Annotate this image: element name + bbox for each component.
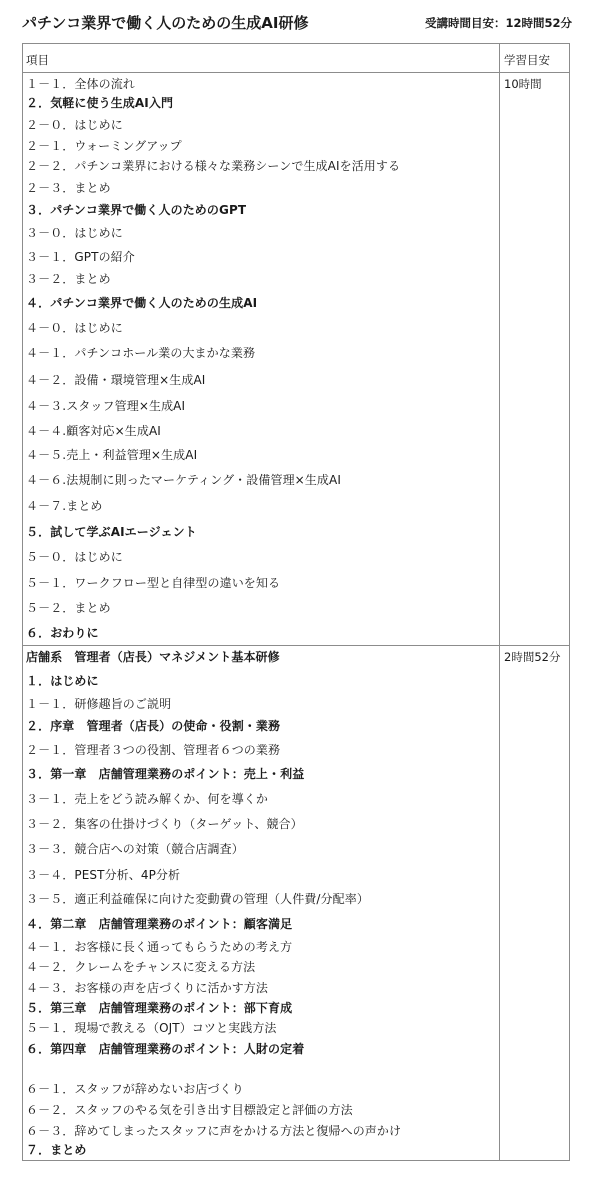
curriculum-item: ３－２．集客の仕掛けづくり（ターゲット、競合） xyxy=(26,817,303,831)
curriculum-item: ６－１．スタッフが辞めないお店づくり xyxy=(26,1082,244,1096)
section-heading: ５．第三章 店舗管理業務のポイント：部下育成 xyxy=(26,1001,293,1015)
curriculum-item: ２－１．ウォーミングアップ xyxy=(26,139,182,153)
section-heading: ７．まとめ xyxy=(26,1143,87,1157)
column-divider xyxy=(499,43,500,1161)
section-heading: ２．序章 管理者（店長）の使命・役割・業務 xyxy=(26,719,281,733)
section-heading: ３．第一章 店舗管理業務のポイント：売上・利益 xyxy=(26,767,305,781)
curriculum-item: ３－５．適正利益確保に向けた変動費の管理（人件費/分配率） xyxy=(26,892,369,906)
curriculum-item: １－１．研修趣旨のご説明 xyxy=(26,697,172,711)
curriculum-item: ６－２．スタッフのやる気を引き出す目標設定と評価の方法 xyxy=(26,1103,353,1117)
header-row-divider xyxy=(22,72,570,73)
curriculum-item: ４－０．はじめに xyxy=(26,321,123,335)
section-heading: ４．パチンコ業界で働く人のための生成AI xyxy=(26,296,258,310)
curriculum-item: ３－２．まとめ xyxy=(26,272,111,286)
curriculum-item: ５－１．現場で教える（OJT）コツと実践方法 xyxy=(26,1021,277,1035)
course-divider xyxy=(22,645,570,646)
curriculum-item: ３－１．GPTの紹介 xyxy=(26,250,135,264)
curriculum-item: ６－３．辞めてしまったスタッフに声をかける方法と復帰への声かけ xyxy=(26,1124,402,1138)
document-title: パチンコ業界で働く人のための生成AI研修 xyxy=(22,14,309,32)
curriculum-item: ４－２．クレームをチャンスに変える方法 xyxy=(26,960,256,974)
section-heading: ２．気軽に使う生成AI入門 xyxy=(26,96,174,110)
section-heading: ６．第四章 店舗管理業務のポイント：人財の定着 xyxy=(26,1042,305,1056)
course-2-hours: 2時間52分 xyxy=(504,650,561,664)
curriculum-item: ５－２．まとめ xyxy=(26,601,111,615)
curriculum-item: ３－４．PEST分析、4P分析 xyxy=(26,868,181,882)
curriculum-item: ５－１．ワークフロー型と自律型の違いを知る xyxy=(26,576,281,590)
curriculum-item: ３－３．競合店への対策（競合店調査） xyxy=(26,842,244,856)
curriculum-item: ２－１．管理者３つの役割、管理者６つの業務 xyxy=(26,743,281,757)
curriculum-item: ３－０．はじめに xyxy=(26,226,123,240)
curriculum-item: ２－３．まとめ xyxy=(26,181,111,195)
curriculum-item: ４－５.売上・利益管理×生成AI xyxy=(26,448,198,462)
section-heading: ４．第二章 店舗管理業務のポイント：顧客満足 xyxy=(26,917,293,931)
course-title: 店舗系 管理者（店長）マネジメント基本研修 xyxy=(26,650,280,664)
curriculum-item: ４－７.まとめ xyxy=(26,499,103,513)
curriculum-item: ４－３.スタッフ管理×生成AI xyxy=(26,399,186,413)
curriculum-item: ２－２．パチンコ業界における様々な業務シーンで生成AIを活用する xyxy=(26,159,401,173)
section-heading: ６．おわりに xyxy=(26,626,99,640)
curriculum-item: ５－０．はじめに xyxy=(26,550,123,564)
curriculum-item: ４－６.法規制に則ったマーケティング・設備管理×生成AI xyxy=(26,473,341,487)
column-header-study-time: 学習目安 xyxy=(504,53,550,67)
section-heading: ３．パチンコ業界で働く人のためのGPT xyxy=(26,203,247,217)
document-header xyxy=(22,10,572,34)
curriculum-item: ４－２．設備・環境管理×生成AI xyxy=(26,373,206,387)
total-study-time: 受講時間目安：12時間52分 xyxy=(424,16,572,30)
curriculum-item: ４－１．パチンコホール業の大まかな業務 xyxy=(26,346,256,360)
curriculum-item: ３－１．売上をどう読み解くか、何を導くか xyxy=(26,792,269,806)
section-heading: １．はじめに xyxy=(26,674,99,688)
curriculum-item: １－１．全体の流れ xyxy=(26,77,135,91)
course-1-hours: 10時間 xyxy=(504,77,542,91)
section-heading: ５．試して学ぶAIエージェント xyxy=(26,525,197,539)
curriculum-item: ４－４.顧客対応×生成AI xyxy=(26,424,161,438)
column-header-item: 項目 xyxy=(26,53,49,67)
curriculum-item: ２－０．はじめに xyxy=(26,118,123,132)
curriculum-item: ４－３．お客様の声を店づくりに活かす方法 xyxy=(26,981,269,995)
curriculum-item: ４－１．お客様に長く通ってもらうための考え方 xyxy=(26,940,293,954)
